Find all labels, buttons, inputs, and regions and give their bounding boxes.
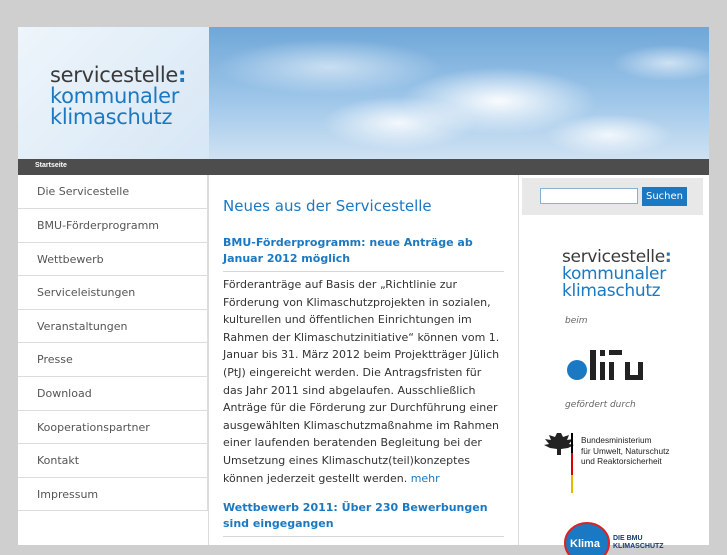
article-body <box>223 276 504 487</box>
sidebar-item-label: Kontakt <box>37 454 80 468</box>
sidebar-item-label: Download <box>37 386 92 400</box>
sidebar-item-label: Impressum <box>37 487 99 501</box>
klima-badge-text: Klima <box>570 538 600 550</box>
site-logo[interactable]: servicestelle: kommunaler klimaschutz <box>18 27 209 159</box>
sidebar-item-label: Die Servicestelle <box>37 185 130 198</box>
servicestelle-logo[interactable]: servicestelle: kommunaler klimaschutz <box>562 247 672 301</box>
page-frame <box>18 27 709 550</box>
right-logo-line1: servicestelle <box>562 247 665 267</box>
search-panel <box>522 178 703 215</box>
bmu-logo[interactable] <box>543 431 693 501</box>
klima-text2: KLIMASCHUTZ <box>613 543 664 550</box>
sidebar <box>18 175 209 545</box>
search-input[interactable] <box>540 188 638 204</box>
main-content <box>223 175 504 545</box>
sidebar-item-veranstaltungen[interactable] <box>18 310 208 344</box>
logo-line2: kommunaler <box>50 84 180 108</box>
klima-badge-graphic <box>565 521 685 551</box>
article-body-text: Förderanträge auf Basis der „Richtlinie zur Förderung von Klimaschutzprojekten in sozialen, kulturellen und öffentlichen Einrichtungen im Rahmen der Klimaschutzinitiative“ können vom 1. Januar bis 31. März 2012 beim Projektträger Jülich (PtJ) eingereicht werden. Die Antragsfristen für das Jahr 2011 sind abgelaufen. Ausschließlich Anträge für die Förderung zur Durchführung einer ausgewählten Klimaschutzmaßnahme im Rahmen einer laufenden beratenden Begleitung bei der Umsetzung eines Klimaschutz(teil)konzeptes können jederzeit gestellt werden. <box>223 278 500 485</box>
right-logo-line2: kommunaler <box>562 264 666 284</box>
article-divider <box>223 536 504 537</box>
klimaschutz-badge[interactable] <box>565 521 685 555</box>
logo-line3: klimaschutz <box>50 105 173 129</box>
difu-logo-graphic <box>567 346 659 382</box>
header-sky-image <box>209 27 709 159</box>
sidebar-item-foerderprogramm[interactable] <box>18 209 208 243</box>
search-button[interactable]: Suchen <box>642 187 687 206</box>
gefoerdert-caption: gefördert durch <box>565 400 636 410</box>
sidebar-item-label: BMU-Förderprogramm <box>37 219 159 232</box>
read-more-link[interactable]: mehr <box>410 471 440 485</box>
sidebar-item-download[interactable] <box>18 377 208 411</box>
sidebar-item-kooperationspartner[interactable] <box>18 411 208 445</box>
sidebar-item-label: Kooperationspartner <box>37 420 150 434</box>
sidebar-item-label: Presse <box>37 353 73 367</box>
sidebar-item-kontakt[interactable] <box>18 444 208 478</box>
sidebar-item-wettbewerb[interactable] <box>18 243 208 277</box>
sidebar-item-presse[interactable] <box>18 343 208 377</box>
klima-text1: DIE BMU <box>613 535 643 542</box>
eagle-icon <box>543 431 577 495</box>
page-title: Neues aus der Servicestelle <box>223 197 432 215</box>
article-title-link[interactable]: Wettbewerb 2011: Über 230 Bewerbungen sind eingegangen <box>223 501 488 530</box>
bmu-line1: Bundesministerium <box>581 435 652 445</box>
beim-caption: beim <box>565 316 588 326</box>
right-sidebar <box>518 175 709 550</box>
sidebar-item-impressum[interactable] <box>18 478 208 512</box>
sidebar-item-serviceleistungen[interactable] <box>18 276 208 310</box>
sidebar-item-label: Serviceleistungen <box>37 286 136 300</box>
breadcrumb-home-link[interactable]: Startseite <box>35 162 67 169</box>
sidebar-item-label: Wettbewerb <box>37 252 104 266</box>
article-title-link[interactable]: BMU-Förderprogramm: neue Anträge ab Januar 2012 möglich <box>223 236 473 265</box>
difu-logo[interactable] <box>567 346 659 386</box>
breadcrumb-bar <box>18 159 709 175</box>
bmu-line2: für Umwelt, Naturschutz <box>581 445 670 456</box>
bmu-line3: und Reaktorsicherheit <box>581 456 662 466</box>
sidebar-item-servicestelle[interactable] <box>18 175 208 209</box>
right-logo-line3: klimaschutz <box>562 281 661 301</box>
sidebar-item-label: Veranstaltungen <box>37 319 128 333</box>
logo-line1: servicestelle <box>50 63 179 87</box>
article-divider <box>223 271 504 272</box>
bmu-text <box>581 435 670 467</box>
